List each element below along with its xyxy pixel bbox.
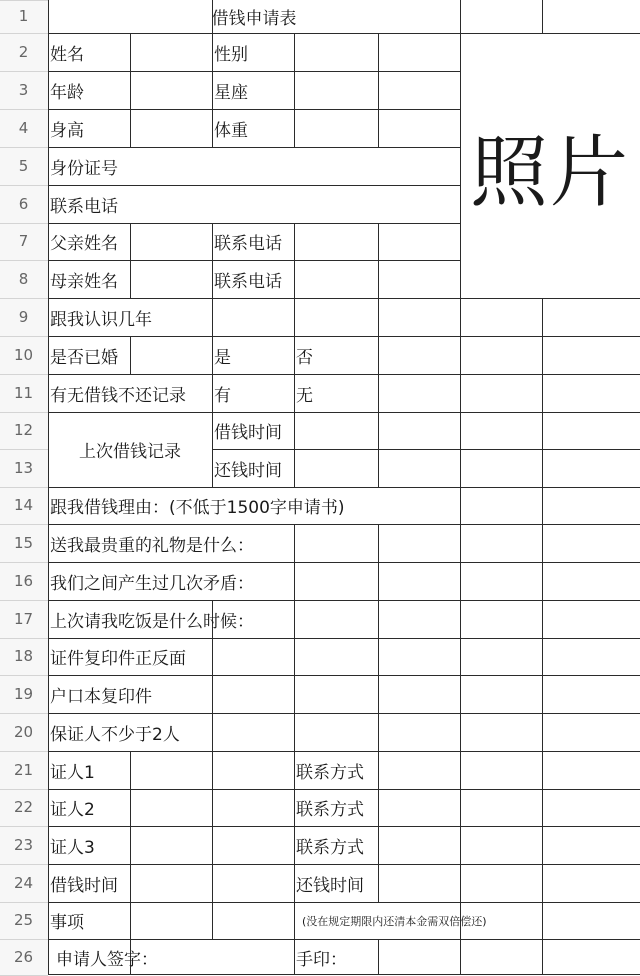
row-number-divider bbox=[0, 713, 48, 714]
row-number-divider bbox=[0, 826, 48, 827]
row-number[interactable]: 14 bbox=[13, 496, 34, 514]
row-number[interactable]: 21 bbox=[13, 761, 34, 779]
label-id-copy[interactable]: 证件复印件正反面 bbox=[50, 649, 186, 669]
label-borrow-time[interactable]: 借钱时间 bbox=[214, 423, 282, 443]
label-father-phone[interactable]: 联系电话 bbox=[214, 234, 282, 254]
row-number[interactable]: 15 bbox=[13, 534, 34, 552]
row-number-divider bbox=[0, 939, 48, 940]
row-number[interactable]: 12 bbox=[13, 421, 34, 439]
row-number-divider bbox=[0, 751, 48, 752]
label-witness-1-contact[interactable]: 联系方式 bbox=[296, 762, 364, 783]
row-number-divider bbox=[0, 562, 48, 563]
row-number[interactable]: 7 bbox=[18, 232, 29, 250]
row-number-column bbox=[0, 0, 48, 975]
v-gridline bbox=[130, 33, 131, 147]
row-number[interactable]: 19 bbox=[13, 685, 34, 703]
row-number-divider bbox=[0, 902, 48, 903]
label-matters[interactable]: 事项 bbox=[50, 913, 84, 933]
row-number-divider bbox=[0, 524, 48, 525]
option-none[interactable]: 无 bbox=[296, 385, 313, 406]
row-number[interactable]: 16 bbox=[13, 572, 34, 590]
row-number-divider bbox=[0, 789, 48, 790]
label-years-known[interactable]: 跟我认识几年 bbox=[50, 309, 152, 330]
row-number-divider bbox=[0, 0, 48, 1]
label-conflicts[interactable]: 我们之间产生过几次矛盾： bbox=[50, 573, 254, 594]
row-number[interactable]: 4 bbox=[18, 119, 29, 137]
label-age[interactable]: 年龄 bbox=[50, 82, 84, 103]
label-witness-1[interactable]: 证人1 bbox=[50, 762, 95, 783]
option-yes[interactable]: 是 bbox=[214, 347, 231, 368]
v-gridline bbox=[378, 939, 379, 975]
repayment-note[interactable]: (没在规定期限内还清本金需双倍偿还) bbox=[302, 914, 487, 928]
label-father-name[interactable]: 父亲姓名 bbox=[50, 234, 118, 254]
row-number-divider bbox=[0, 638, 48, 639]
label-zodiac[interactable]: 星座 bbox=[214, 82, 248, 103]
label-loan-date[interactable]: 借钱时间 bbox=[50, 875, 118, 896]
v-gridline bbox=[542, 0, 543, 33]
row-number[interactable]: 25 bbox=[13, 911, 34, 929]
label-witness-3-contact[interactable]: 联系方式 bbox=[296, 837, 364, 858]
label-mother-name[interactable]: 母亲姓名 bbox=[50, 271, 118, 292]
label-return-time[interactable]: 还钱时间 bbox=[214, 460, 282, 481]
row-number-divider bbox=[0, 185, 48, 186]
label-last-dinner[interactable]: 上次请我吃饭是什么时候： bbox=[50, 611, 254, 632]
label-married[interactable]: 是否已婚 bbox=[50, 347, 118, 368]
row-number-divider bbox=[0, 223, 48, 224]
label-unpaid-record[interactable]: 有无借钱不还记录 bbox=[50, 385, 186, 406]
row-number-divider bbox=[0, 449, 48, 450]
v-gridline bbox=[130, 223, 131, 298]
row-number[interactable]: 1 bbox=[18, 7, 29, 25]
label-fingerprint[interactable]: 手印： bbox=[296, 949, 347, 970]
row-number[interactable]: 8 bbox=[18, 270, 29, 288]
v-gridline bbox=[378, 524, 379, 902]
v-gridline bbox=[378, 33, 379, 147]
row-number[interactable]: 2 bbox=[18, 43, 29, 61]
row-number-divider bbox=[0, 147, 48, 148]
v-gridline bbox=[378, 298, 379, 487]
row-number[interactable]: 9 bbox=[18, 308, 29, 326]
row-number[interactable]: 24 bbox=[13, 874, 34, 892]
v-gridline bbox=[130, 336, 131, 374]
label-household-copy[interactable]: 户口本复印件 bbox=[50, 686, 152, 707]
row-number-divider bbox=[0, 109, 48, 110]
v-gridline bbox=[378, 223, 379, 298]
row-number[interactable]: 6 bbox=[18, 195, 29, 213]
row-number-divider bbox=[0, 675, 48, 676]
label-guarantors[interactable]: 保证人不少于2人 bbox=[50, 724, 180, 745]
label-height[interactable]: 身高 bbox=[50, 120, 84, 141]
row-number[interactable]: 22 bbox=[13, 798, 34, 816]
label-gender[interactable]: 性别 bbox=[214, 44, 248, 65]
row-number-divider bbox=[0, 412, 48, 413]
label-name[interactable]: 姓名 bbox=[50, 44, 84, 65]
row-number-divider bbox=[0, 33, 48, 34]
label-witness-2[interactable]: 证人2 bbox=[50, 800, 95, 820]
row-number[interactable]: 11 bbox=[13, 384, 34, 402]
row-number[interactable]: 26 bbox=[13, 948, 34, 966]
row-number[interactable]: 13 bbox=[13, 459, 34, 477]
row-number[interactable]: 10 bbox=[13, 346, 34, 364]
row-number[interactable]: 3 bbox=[18, 81, 29, 99]
label-weight[interactable]: 体重 bbox=[214, 120, 248, 141]
row-number[interactable]: 17 bbox=[13, 610, 34, 628]
sheet-title[interactable]: 借钱申请表 bbox=[211, 9, 297, 29]
label-phone[interactable]: 联系电话 bbox=[50, 196, 118, 217]
option-have[interactable]: 有 bbox=[214, 385, 231, 406]
v-gridline bbox=[212, 751, 213, 939]
v-gridline bbox=[294, 33, 295, 147]
option-no[interactable]: 否 bbox=[296, 347, 313, 368]
v-gridline bbox=[294, 223, 295, 298]
row-number-divider bbox=[0, 864, 48, 865]
row-number[interactable]: 23 bbox=[13, 836, 34, 854]
label-mother-phone[interactable]: 联系电话 bbox=[214, 271, 282, 292]
label-witness-2-contact[interactable]: 联系方式 bbox=[296, 800, 364, 820]
row-number-divider bbox=[0, 260, 48, 261]
label-witness-3[interactable]: 证人3 bbox=[50, 837, 95, 858]
row-number-divider bbox=[0, 336, 48, 337]
row-number-divider bbox=[0, 71, 48, 72]
row-number-divider bbox=[0, 487, 48, 488]
row-number-divider bbox=[0, 374, 48, 375]
v-gridline bbox=[542, 298, 543, 975]
row-number[interactable]: 5 bbox=[18, 157, 29, 175]
label-borrow-reason[interactable]: 跟我借钱理由：(不低于1500字申请书) bbox=[50, 498, 345, 518]
row-number-divider bbox=[0, 600, 48, 601]
row-number[interactable]: 20 bbox=[13, 723, 34, 741]
label-gift[interactable]: 送我最贵重的礼物是什么： bbox=[50, 535, 254, 556]
label-repay-date[interactable]: 还钱时间 bbox=[296, 875, 364, 896]
label-last-borrow-record[interactable]: 上次借钱记录 bbox=[79, 442, 181, 462]
row-number[interactable]: 18 bbox=[13, 647, 34, 665]
label-applicant-signature[interactable]: 申请人签字： bbox=[56, 949, 158, 970]
row-number-divider bbox=[0, 298, 48, 299]
label-id-number[interactable]: 身份证号 bbox=[50, 158, 118, 179]
photo-placeholder[interactable]: 照片 bbox=[469, 127, 630, 218]
